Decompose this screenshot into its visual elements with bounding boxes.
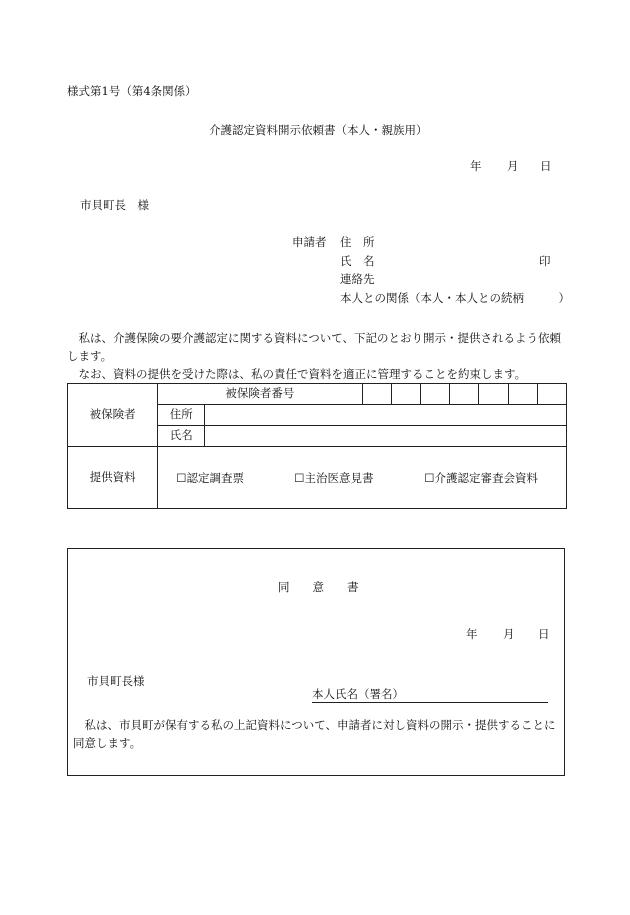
request-table <box>67 383 567 509</box>
consent-text: 私は、市貝町が保有する私の上記資料について、申請者に対し資料の開示・提供することに同意します。 <box>73 718 556 750</box>
promise-paragraph: なお、資料の提供を受けた際は、私の責任で資料を適正に管理することを約束します。 <box>78 367 527 381</box>
form-number: 様式第1号（第4条関係） <box>67 84 197 98</box>
insured-address-field[interactable] <box>205 405 567 426</box>
option-survey-checkbox[interactable]: ☐認定調査票 <box>176 471 244 485</box>
insured-number-digit[interactable] <box>537 384 566 405</box>
insured-number-digit[interactable] <box>508 384 537 405</box>
seal-mark: 印 <box>539 254 551 268</box>
document-title: 介護認定資料開示依頼書（本人・親族用） <box>209 123 428 137</box>
consent-date-day: 日 <box>538 627 550 641</box>
signature-line[interactable] <box>312 689 548 703</box>
applicant-relation-label: 本人との関係（本人・本人との続柄 ） <box>340 291 570 305</box>
insured-name-field[interactable] <box>205 426 567 447</box>
date-month: 月 <box>507 159 519 173</box>
request-paragraph: 私は、介護保険の要介護認定に関する資料について、下記のとおり開示・提供されるよう依頼します。 <box>67 331 562 363</box>
date-day: 日 <box>540 159 552 173</box>
consent-date-month: 月 <box>503 627 515 641</box>
insured-number-digit[interactable] <box>420 384 449 405</box>
insured-label: 被保険者 <box>68 384 158 447</box>
consent-date-year: 年 <box>466 627 478 641</box>
date-year: 年 <box>470 159 482 173</box>
insured-number-digit[interactable] <box>362 384 391 405</box>
signature-label: 本人氏名（署名） <box>312 687 404 701</box>
option-committee-materials-checkbox[interactable]: ☐介護認定審査会資料 <box>424 471 538 485</box>
addressee: 市貝町長 様 <box>80 198 149 212</box>
insured-number-digit[interactable] <box>478 384 508 405</box>
insured-address-label: 住所 <box>158 405 205 426</box>
consent-box <box>67 548 565 776</box>
applicant-contact-label: 連絡先 <box>340 272 375 286</box>
applicant-name-label: 氏 名 <box>340 254 375 268</box>
materials-label: 提供資料 <box>68 447 158 509</box>
insured-number-label: 被保険者番号 <box>158 384 362 405</box>
applicant-address-label: 住 所 <box>340 235 375 249</box>
consent-title: 同 意 書 <box>278 580 359 594</box>
insured-number-digit[interactable] <box>391 384 420 405</box>
consent-addressee: 市貝町長様 <box>87 674 145 688</box>
materials-options <box>158 447 567 509</box>
applicant-label: 申請者 <box>292 235 327 249</box>
option-doctor-opinion-checkbox[interactable]: ☐主治医意見書 <box>294 471 374 485</box>
insured-number-digit[interactable] <box>449 384 478 405</box>
insured-name-label: 氏名 <box>158 426 205 447</box>
